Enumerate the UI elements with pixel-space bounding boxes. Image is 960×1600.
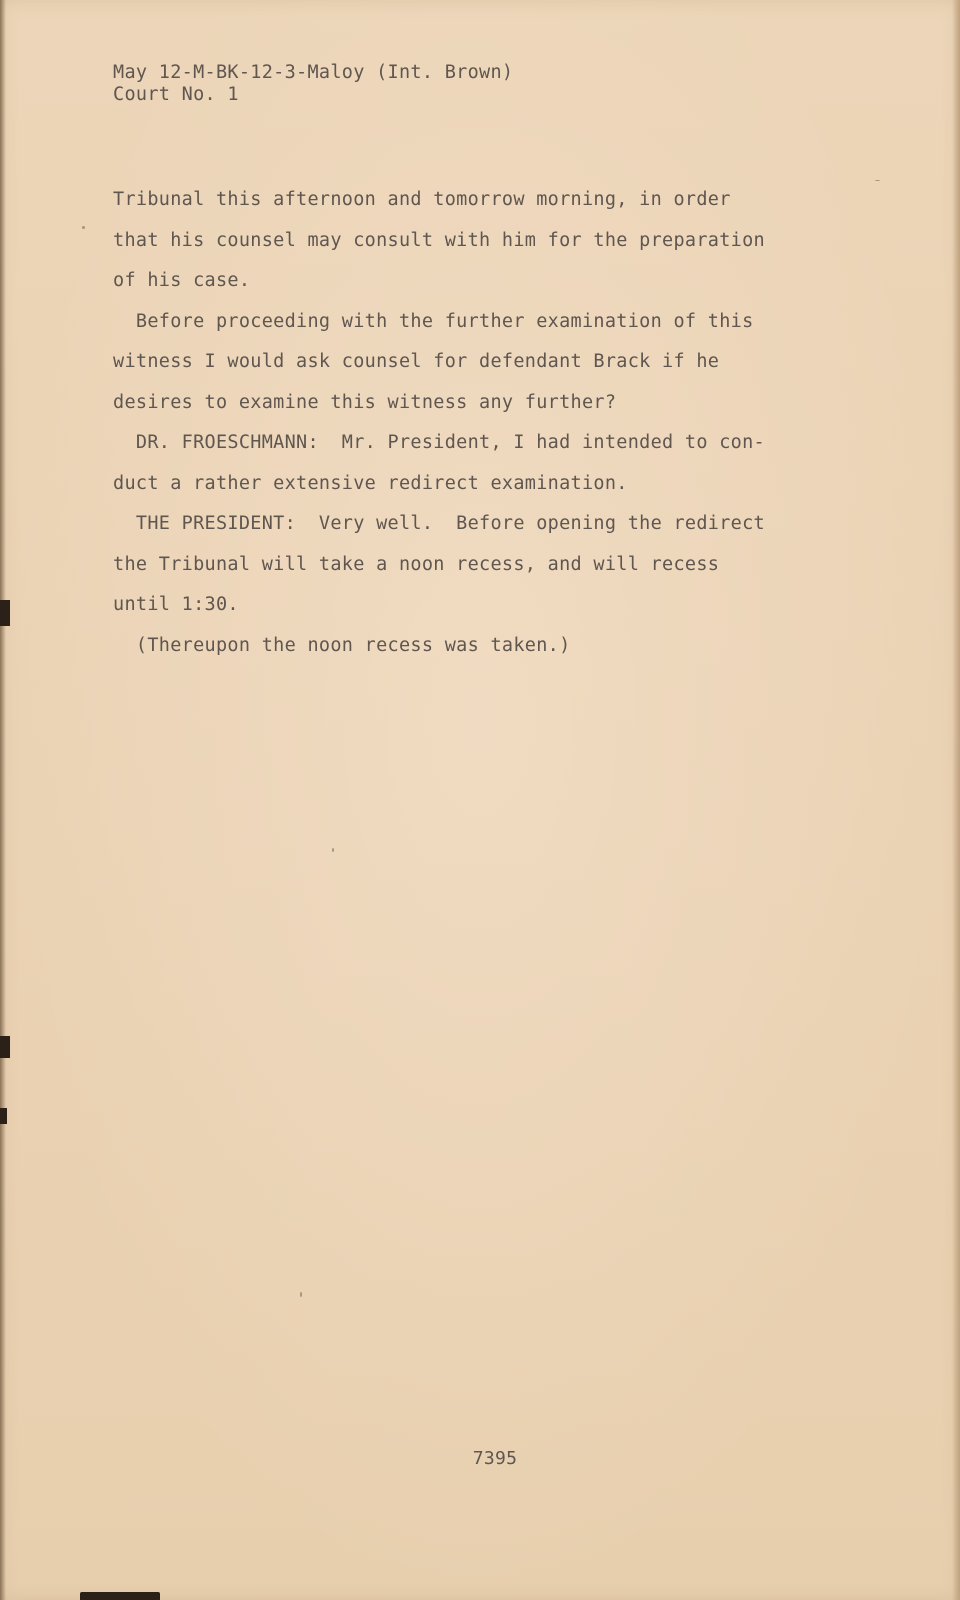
- transcript-line: (Thereupon the noon recess was taken.): [113, 634, 571, 656]
- document-header: [113, 62, 513, 106]
- page-number: 7395: [472, 1448, 518, 1469]
- binding-mark: [0, 1108, 7, 1124]
- paper-speck: [300, 1292, 302, 1297]
- transcript-body: [113, 180, 833, 666]
- transcript-line: THE PRESIDENT: Very well. Before opening the redirect: [113, 513, 765, 534]
- transcript-line: until 1:30.: [113, 594, 239, 615]
- transcript-line: of his case.: [113, 270, 251, 291]
- paper-speck: [875, 180, 880, 181]
- header-reference: May 12-M-BK-12-3-Maloy (Int. Brown): [113, 62, 514, 83]
- transcript-line: the Tribunal will take a noon recess, and will recess: [113, 553, 720, 575]
- left-page-edge: [0, 0, 6, 1600]
- transcript-line: that his counsel may consult with him for the preparation: [113, 229, 765, 251]
- paper-speck: [332, 848, 334, 852]
- transcript-line: desires to examine this witness any further?: [113, 391, 617, 413]
- transcript-line: DR. FROESCHMANN: Mr. President, I had intended to con-: [113, 432, 765, 453]
- transcript-line: duct a rather extensive redirect examination.: [113, 472, 628, 494]
- binding-mark: [0, 600, 10, 626]
- binding-tab: [80, 1592, 160, 1600]
- transcript-line: witness I would ask counsel for defendant Brack if he: [113, 351, 720, 372]
- transcript-line: Before proceeding with the further examination of this: [113, 310, 754, 332]
- transcript-line: Tribunal this afternoon and tomorrow morning, in order: [113, 189, 731, 210]
- header-court: Court No. 1: [113, 84, 239, 105]
- right-page-edge: [952, 0, 960, 1600]
- binding-mark: [0, 1036, 10, 1058]
- paper-speck: [82, 226, 85, 229]
